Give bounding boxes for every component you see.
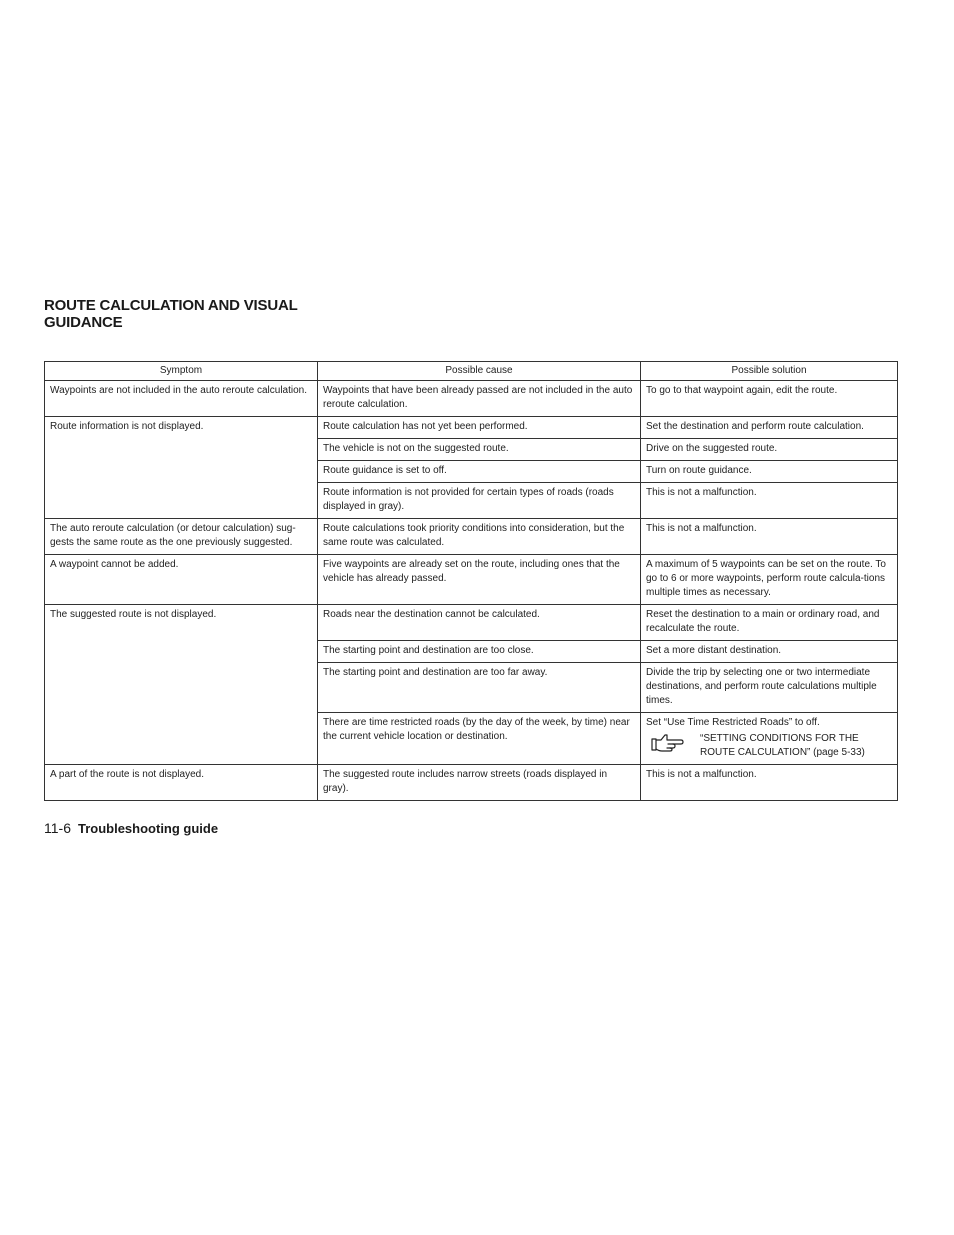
symptom-cell: Route information is not displayed. [45, 417, 318, 519]
cause-cell: Route guidance is set to off. [318, 461, 641, 483]
pointing-hand-icon [650, 732, 684, 754]
solution-cell: Set a more distant destination. [641, 641, 898, 663]
solution-cell: Turn on route guidance. [641, 461, 898, 483]
header-possible-cause: Possible cause [318, 362, 641, 381]
solution-cell: This is not a malfunction. [641, 765, 898, 801]
cause-cell: Route information is not provided for certain types of roads (roads displayed in gray). [318, 483, 641, 519]
header-possible-solution: Possible solution [641, 362, 898, 381]
solution-cell: A maximum of 5 waypoints can be set on the route. To go to 6 or more waypoints, perform route calcula-tions multiple times as necessary. [641, 555, 898, 605]
symptom-cell: A part of the route is not displayed. [45, 765, 318, 801]
table-row [45, 605, 898, 641]
cause-cell: Route calculations took priority conditions into consideration, but the same route was calculated. [318, 519, 641, 555]
table-row [45, 381, 898, 417]
solution-cell: Reset the destination to a main or ordinary road, and recalculate the route. [641, 605, 898, 641]
table-row [45, 555, 898, 605]
cause-cell: Waypoints that have been already passed are not included in the auto reroute calculation. [318, 381, 641, 417]
cause-cell: The starting point and destination are too close. [318, 641, 641, 663]
reference-text[interactable]: “SETTING CONDITIONS FOR THE ROUTE CALCULATION” (page 5-33) [700, 733, 865, 758]
cause-cell: The suggested route includes narrow streets (roads displayed in gray). [318, 765, 641, 801]
table-row [45, 519, 898, 555]
section-title: ROUTE CALCULATION AND VISUAL GUIDANCE [44, 297, 298, 331]
solution-cell: This is not a malfunction. [641, 519, 898, 555]
cause-cell: The starting point and destination are too far away. [318, 663, 641, 713]
table-header-row [45, 362, 898, 381]
cause-cell: Roads near the destination cannot be calculated. [318, 605, 641, 641]
symptom-cell: A waypoint cannot be added. [45, 555, 318, 605]
page-reference [646, 732, 892, 760]
cause-cell: There are time restricted roads (by the day of the week, by time) near the current vehicle location or destination. [318, 713, 641, 765]
table-row [45, 417, 898, 439]
solution-cell: This is not a malfunction. [641, 483, 898, 519]
cause-cell: Route calculation has not yet been performed. [318, 417, 641, 439]
chapter-title: Troubleshooting guide [77, 821, 219, 836]
solution-text: Set “Use Time Restricted Roads” to off. [646, 717, 820, 728]
solution-cell [641, 713, 898, 765]
troubleshooting-table [44, 361, 898, 801]
solution-cell: Drive on the suggested route. [641, 439, 898, 461]
header-symptom: Symptom [45, 362, 318, 381]
solution-cell: To go to that waypoint again, edit the route. [641, 381, 898, 417]
symptom-cell: The suggested route is not displayed. [45, 605, 318, 765]
solution-cell: Divide the trip by selecting one or two intermediate destinations, and perform route calculations multiple times. [641, 663, 898, 713]
solution-cell: Set the destination and perform route calculation. [641, 417, 898, 439]
page-number: 11-6 [44, 820, 71, 836]
table-row [45, 765, 898, 801]
symptom-cell: Waypoints are not included in the auto reroute calculation. [45, 381, 318, 417]
cause-cell: The vehicle is not on the suggested route. [318, 439, 641, 461]
symptom-cell: The auto reroute calculation (or detour calculation) sug-gests the same route as the one previously suggested. [45, 519, 318, 555]
page-footer [44, 820, 218, 836]
cause-cell: Five waypoints are already set on the route, including ones that the vehicle has already passed. [318, 555, 641, 605]
